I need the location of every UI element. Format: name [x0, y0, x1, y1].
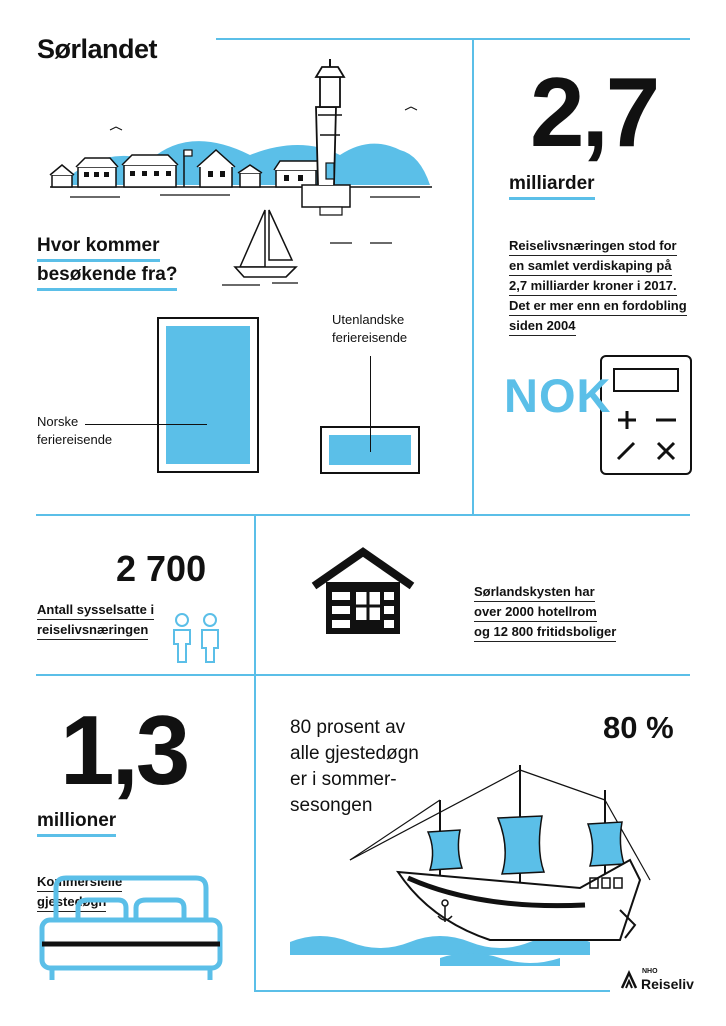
norwegian-visitors-label: [37, 413, 112, 449]
logo-name-text: Reiseliv: [641, 976, 694, 992]
value-description-line5: siden 2004: [509, 316, 576, 336]
grid-line-vertical-top: [472, 38, 474, 514]
people-icon: [170, 610, 230, 670]
value-description-line2: en samlet verdiskaping på: [509, 256, 672, 276]
norwegian-visitors-bar: [166, 326, 250, 464]
nights-description-line1: Kommersielle: [37, 872, 122, 892]
value-number: 2,7: [530, 57, 658, 167]
visitors-question-line1: Hvor kommer: [37, 233, 160, 262]
nights-number: 1,3: [60, 695, 188, 805]
foreign-pointer-line: [370, 356, 371, 452]
value-unit: [509, 171, 595, 200]
employment-description-line1: Antall sysselsatte i: [37, 600, 154, 620]
visitors-question: [37, 233, 177, 291]
logo-small-text: NHO: [642, 968, 658, 975]
grid-line-lower: [36, 674, 690, 676]
value-description: [509, 236, 687, 336]
grid-line-top: [216, 38, 690, 40]
summer-description-line1: 80 prosent av: [290, 717, 406, 738]
nights-unit: [37, 808, 116, 837]
nok-label: NOK: [504, 369, 612, 422]
employment-description-line2: reiselivsnæringen: [37, 620, 148, 640]
foreign-visitors-label: [332, 311, 407, 347]
nights-description-line2: gjestedøgn: [37, 892, 106, 912]
accommodation-description-line3: og 12 800 fritidsboliger: [474, 622, 616, 642]
accommodation-description-line1: Sørlandskysten har: [474, 582, 595, 602]
calculator-icon: [600, 355, 692, 475]
summer-description-line4: sesongen: [290, 795, 373, 816]
grid-line-bottom: [254, 990, 610, 992]
employment-number: 2 700: [116, 548, 207, 589]
foreign-visitors-label-line1: Utenlandske: [332, 312, 405, 327]
employment-description: [37, 600, 154, 640]
value-description-line1: Reiselivsnæringen stod for: [509, 236, 677, 256]
value-unit-text: milliarder: [509, 171, 595, 200]
ship-illustration: [290, 760, 680, 982]
nho-reiseliv-logo-icon: [619, 970, 639, 990]
foreign-visitors-label-line2: feriereisende: [332, 330, 408, 345]
summer-description-line2: alle gjestedøgn: [290, 743, 419, 764]
grid-line-middle: [36, 514, 690, 516]
nights-unit-text: millioner: [37, 808, 116, 837]
accommodation-description: [474, 582, 616, 642]
cabin-icon: [312, 548, 414, 638]
value-description-line3: 2,7 milliarder kroner i 2017.: [509, 276, 677, 296]
norwegian-visitors-label-line2: feriereisende: [37, 432, 113, 447]
summer-description-line3: er i sommer-: [290, 769, 397, 790]
grid-line-vertical-middle: [254, 514, 256, 990]
page-title: Sørlandet: [37, 34, 158, 64]
accommodation-description-line2: over 2000 hotellrom: [474, 602, 597, 622]
norwegian-visitors-label-line1: Norske: [37, 414, 79, 429]
bed-icon: [38, 872, 224, 982]
summer-percent: 80 %: [603, 710, 674, 745]
value-description-line4: Det er mer enn en fordobling: [509, 296, 687, 316]
visitors-question-line2: besøkende fra?: [37, 262, 177, 291]
